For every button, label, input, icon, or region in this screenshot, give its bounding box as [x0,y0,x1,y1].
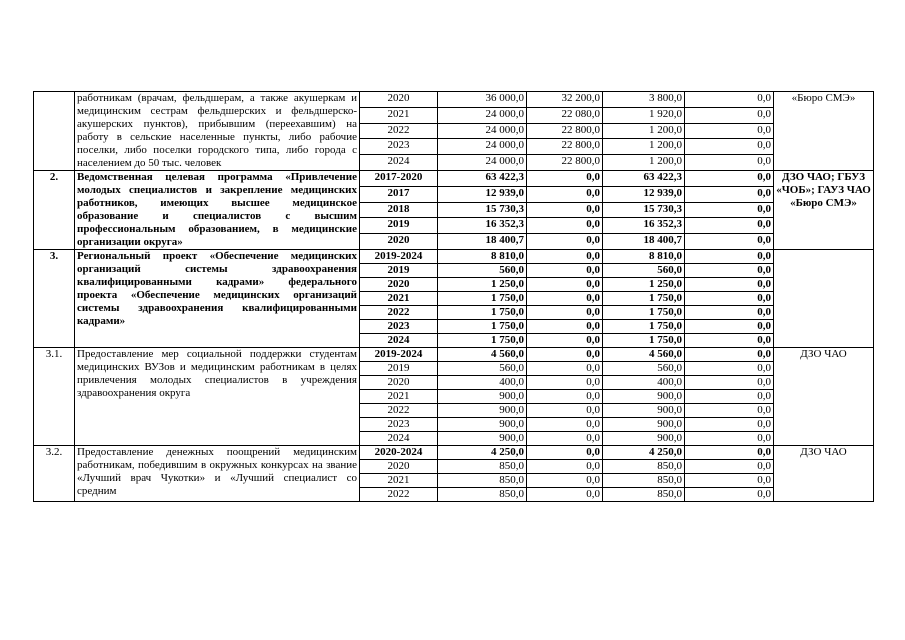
other-sources-amount: 0,0 [685,218,774,234]
other-sources-amount: 0,0 [685,234,774,250]
federal-budget-amount: 0,0 [527,264,603,278]
total-amount: 4 250,0 [438,446,527,460]
federal-budget-amount: 22 080,0 [527,107,603,123]
total-amount: 560,0 [438,362,527,376]
row-number: 3.2. [34,446,75,502]
total-amount: 850,0 [438,460,527,474]
row-number: 3.1. [34,348,75,446]
federal-budget-amount: 0,0 [527,171,603,187]
other-sources-amount: 0,0 [685,139,774,155]
period-cell: 2024 [360,334,438,348]
district-budget-amount: 1 750,0 [603,320,685,334]
total-amount: 24 000,0 [438,107,527,123]
row-number [34,92,75,171]
federal-budget-amount: 0,0 [527,474,603,488]
other-sources-amount: 0,0 [685,306,774,320]
period-cell: 2022 [360,488,438,502]
period-cell: 2019 [360,218,438,234]
period-cell: 2019-2024 [360,250,438,264]
federal-budget-amount: 0,0 [527,186,603,202]
federal-budget-amount: 0,0 [527,348,603,362]
district-budget-amount: 1 200,0 [603,155,685,171]
period-cell: 2023 [360,418,438,432]
district-budget-amount: 900,0 [603,404,685,418]
other-sources-amount: 0,0 [685,264,774,278]
period-cell: 2018 [360,202,438,218]
federal-budget-amount: 0,0 [527,362,603,376]
total-amount: 1 750,0 [438,292,527,306]
period-cell: 2020 [360,234,438,250]
federal-budget-amount: 0,0 [527,334,603,348]
federal-budget-amount: 0,0 [527,460,603,474]
other-sources-amount: 0,0 [685,488,774,502]
executor-cell: «Бюро СМЭ» [774,92,874,171]
federal-budget-amount: 0,0 [527,376,603,390]
district-budget-amount: 63 422,3 [603,171,685,187]
other-sources-amount: 0,0 [685,460,774,474]
federal-budget-amount: 22 800,0 [527,155,603,171]
period-cell: 2021 [360,292,438,306]
total-amount: 12 939,0 [438,186,527,202]
total-amount: 63 422,3 [438,171,527,187]
federal-budget-amount: 0,0 [527,320,603,334]
federal-budget-amount: 0,0 [527,432,603,446]
executor-cell: ДЗО ЧАО; ГБУЗ «ЧОБ»; ГАУЗ ЧАО «Бюро СМЭ» [774,171,874,250]
other-sources-amount: 0,0 [685,92,774,108]
total-amount: 8 810,0 [438,250,527,264]
district-budget-amount: 18 400,7 [603,234,685,250]
period-cell: 2021 [360,474,438,488]
district-budget-amount: 12 939,0 [603,186,685,202]
federal-budget-amount: 0,0 [527,202,603,218]
district-budget-amount: 900,0 [603,390,685,404]
period-cell: 2019 [360,362,438,376]
other-sources-amount: 0,0 [685,474,774,488]
period-cell: 2023 [360,139,438,155]
total-amount: 15 730,3 [438,202,527,218]
total-amount: 18 400,7 [438,234,527,250]
period-cell: 2017 [360,186,438,202]
total-amount: 900,0 [438,418,527,432]
activity-name: Региональный проект «Обеспечение медицинских организаций системы здравоохранения квалифицированными кадрами» федерального проекта «Обеспечение медицинских организаций системы здравоохранения квалифицированными кадрами» [75,250,360,348]
other-sources-amount: 0,0 [685,432,774,446]
total-amount: 1 750,0 [438,306,527,320]
district-budget-amount: 560,0 [603,362,685,376]
other-sources-amount: 0,0 [685,171,774,187]
other-sources-amount: 0,0 [685,292,774,306]
executor-cell: ДЗО ЧАО [774,348,874,446]
total-amount: 900,0 [438,390,527,404]
district-budget-amount: 15 730,3 [603,202,685,218]
federal-budget-amount: 0,0 [527,234,603,250]
period-cell: 2021 [360,107,438,123]
period-cell: 2020-2024 [360,446,438,460]
activity-name: Предоставление мер социальной поддержки студентам медицинских ВУЗов и медицинским работникам в целях привлечения молодых специалистов в учреждения здравоохранения округа [75,348,360,446]
row-number: 3. [34,250,75,348]
total-amount: 36 000,0 [438,92,527,108]
other-sources-amount: 0,0 [685,155,774,171]
district-budget-amount: 4 560,0 [603,348,685,362]
activity-name: Ведомственная целевая программа «Привлечение молодых специалистов и закрепление медицинских работников, имеющих высшее медицинское образование и специалистов с высшим профессиональным образованием, в медицинские организации округа» [75,171,360,250]
period-cell: 2024 [360,155,438,171]
district-budget-amount: 900,0 [603,418,685,432]
total-amount: 560,0 [438,264,527,278]
federal-budget-amount: 0,0 [527,446,603,460]
district-budget-amount: 16 352,3 [603,218,685,234]
period-cell: 2022 [360,306,438,320]
federal-budget-amount: 0,0 [527,250,603,264]
other-sources-amount: 0,0 [685,446,774,460]
period-cell: 2020 [360,460,438,474]
total-amount: 900,0 [438,432,527,446]
district-budget-amount: 1 200,0 [603,123,685,139]
period-cell: 2024 [360,432,438,446]
federal-budget-amount: 0,0 [527,218,603,234]
other-sources-amount: 0,0 [685,320,774,334]
other-sources-amount: 0,0 [685,186,774,202]
district-budget-amount: 1 750,0 [603,334,685,348]
federal-budget-amount: 0,0 [527,278,603,292]
period-cell: 2020 [360,278,438,292]
total-amount: 24 000,0 [438,139,527,155]
district-budget-amount: 850,0 [603,474,685,488]
federal-budget-amount: 0,0 [527,306,603,320]
period-cell: 2022 [360,123,438,139]
program-financing-table [33,91,874,502]
total-amount: 1 250,0 [438,278,527,292]
total-amount: 16 352,3 [438,218,527,234]
total-amount: 850,0 [438,488,527,502]
district-budget-amount: 1 750,0 [603,306,685,320]
period-cell: 2021 [360,390,438,404]
other-sources-amount: 0,0 [685,348,774,362]
other-sources-amount: 0,0 [685,390,774,404]
table-row [34,446,874,460]
period-cell: 2017-2020 [360,171,438,187]
other-sources-amount: 0,0 [685,107,774,123]
total-amount: 4 560,0 [438,348,527,362]
total-amount: 1 750,0 [438,334,527,348]
period-cell: 2019 [360,264,438,278]
row-number: 2. [34,171,75,250]
period-cell: 2022 [360,404,438,418]
other-sources-amount: 0,0 [685,250,774,264]
district-budget-amount: 1 750,0 [603,292,685,306]
district-budget-amount: 8 810,0 [603,250,685,264]
other-sources-amount: 0,0 [685,362,774,376]
activity-name: работникам (врачам, фельдшерам, а также акушеркам и медицинским сестрам фельдшерских и фельдшерско-акушерских пунктов), прибывшим (переехавшим) на работу в сельские населенные пункты, либо рабочие поселки, либо поселки городского типа, либо города с населением до 50 тыс. человек [75,92,360,171]
other-sources-amount: 0,0 [685,278,774,292]
district-budget-amount: 1 250,0 [603,278,685,292]
table-row [34,171,874,187]
period-cell: 2023 [360,320,438,334]
district-budget-amount: 850,0 [603,460,685,474]
district-budget-amount: 560,0 [603,264,685,278]
district-budget-amount: 900,0 [603,432,685,446]
other-sources-amount: 0,0 [685,202,774,218]
federal-budget-amount: 0,0 [527,390,603,404]
period-cell: 2020 [360,376,438,390]
district-budget-amount: 400,0 [603,376,685,390]
other-sources-amount: 0,0 [685,418,774,432]
federal-budget-amount: 22 800,0 [527,123,603,139]
period-cell: 2020 [360,92,438,108]
district-budget-amount: 1 920,0 [603,107,685,123]
district-budget-amount: 4 250,0 [603,446,685,460]
federal-budget-amount: 0,0 [527,292,603,306]
total-amount: 850,0 [438,474,527,488]
federal-budget-amount: 0,0 [527,418,603,432]
total-amount: 900,0 [438,404,527,418]
other-sources-amount: 0,0 [685,123,774,139]
table-row [34,348,874,362]
district-budget-amount: 3 800,0 [603,92,685,108]
federal-budget-amount: 22 800,0 [527,139,603,155]
federal-budget-amount: 32 200,0 [527,92,603,108]
other-sources-amount: 0,0 [685,376,774,390]
executor-cell [774,250,874,348]
activity-name: Предоставление денежных поощрений медицинским работникам, победившим в окружных конкурсах на звание «Лучший врач Чукотки» и «Лучший специалист со средним [75,446,360,502]
federal-budget-amount: 0,0 [527,488,603,502]
table-body [34,92,874,502]
period-cell: 2019-2024 [360,348,438,362]
federal-budget-amount: 0,0 [527,404,603,418]
district-budget-amount: 850,0 [603,488,685,502]
total-amount: 1 750,0 [438,320,527,334]
table-row [34,92,874,108]
other-sources-amount: 0,0 [685,404,774,418]
total-amount: 24 000,0 [438,123,527,139]
table-row [34,250,874,264]
total-amount: 400,0 [438,376,527,390]
total-amount: 24 000,0 [438,155,527,171]
district-budget-amount: 1 200,0 [603,139,685,155]
other-sources-amount: 0,0 [685,334,774,348]
executor-cell: ДЗО ЧАО [774,446,874,502]
